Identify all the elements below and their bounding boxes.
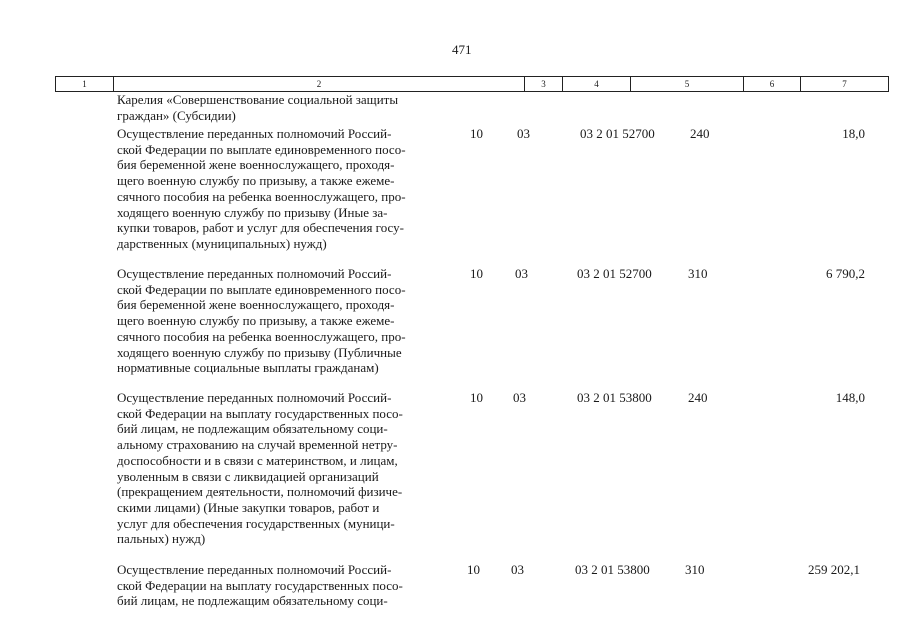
description-line: скими лицами) (Иные закупки товаров, работ и bbox=[117, 499, 380, 515]
description-line: Осуществление переданных полномочий Россий- bbox=[117, 126, 392, 141]
description-line: граждан» (Субсидии) bbox=[117, 107, 236, 123]
description-line: купки товаров, работ и услуг для обеспечения госу- bbox=[117, 220, 404, 236]
header-col-4: 4 bbox=[563, 77, 631, 91]
description-line: ской Федерации на выплату государственных посо- bbox=[117, 577, 403, 593]
row-description bbox=[117, 126, 462, 252]
row-description bbox=[117, 266, 462, 376]
amount: 6 790,2 bbox=[826, 266, 865, 281]
description-line: ходящего военную службу по призыву (Иные за- bbox=[117, 204, 388, 220]
row-description bbox=[117, 562, 462, 609]
header-col-3: 3 bbox=[525, 77, 563, 91]
target-article-code: 03 2 01 52700 bbox=[577, 266, 652, 281]
amount: 18,0 bbox=[842, 126, 865, 141]
row-description bbox=[117, 390, 462, 547]
amount: 259 202,1 bbox=[808, 562, 860, 577]
section-code: 10 bbox=[470, 390, 483, 405]
subsection-code: 03 bbox=[517, 126, 530, 141]
section-code: 10 bbox=[467, 562, 480, 577]
description-line: дарственных (муниципальных) нужд) bbox=[117, 235, 327, 251]
description-line: бия беременной жене военнослужащего, проходя- bbox=[117, 157, 395, 173]
description-line: нормативные социальные выплаты гражданам) bbox=[117, 360, 379, 376]
description-line: ской Федерации на выплату государственных посо- bbox=[117, 405, 403, 421]
header-col-2: 2 bbox=[114, 77, 525, 91]
description-line: ской Федерации по выплате единовременного посо- bbox=[117, 281, 406, 297]
header-col-7: 7 bbox=[842, 79, 847, 89]
description-line: ходящего военную службу по призыву (Публичные bbox=[117, 344, 402, 360]
description-line: Осуществление переданных полномочий Россий- bbox=[117, 390, 392, 405]
description-line: уволенным в связи с ликвидацией организаций bbox=[117, 468, 379, 484]
header-col-6: 6 bbox=[744, 77, 801, 91]
description-line: сячного пособия на ребенка военнослужащего, про- bbox=[117, 328, 406, 344]
subsection-code: 03 bbox=[513, 390, 526, 405]
page-number: 471 bbox=[452, 42, 472, 57]
subsection-code: 03 bbox=[511, 562, 524, 577]
description-line: сячного пособия на ребенка военнослужащего, про- bbox=[117, 188, 406, 204]
description-line: ской Федерации по выплате единовременного посо- bbox=[117, 141, 406, 157]
description-line: щего военную службу по призыву, а также ежеме- bbox=[117, 173, 395, 189]
expense-type-code: 310 bbox=[685, 562, 705, 577]
description-line: бий лицам, не подлежащим обязательному соци- bbox=[117, 421, 388, 437]
description-line: Осуществление переданных полномочий Россий- bbox=[117, 562, 392, 577]
header-col-5: 5 bbox=[631, 77, 744, 91]
target-article-code: 03 2 01 53800 bbox=[575, 562, 650, 577]
table-header-row bbox=[55, 76, 889, 92]
description-line: щего военную службу по призыву, а также ежеме- bbox=[117, 313, 395, 329]
subsection-code: 03 bbox=[515, 266, 528, 281]
header-col-1: 1 bbox=[56, 77, 114, 91]
expense-type-code: 240 bbox=[688, 390, 708, 405]
expense-type-code: 310 bbox=[688, 266, 708, 281]
description-line: Осуществление переданных полномочий Россий- bbox=[117, 266, 392, 281]
description-line: услуг для обеспечения государственных (муници- bbox=[117, 515, 395, 531]
target-article-code: 03 2 01 53800 bbox=[577, 390, 652, 405]
description-line: бия беременной жене военнослужащего, проходя- bbox=[117, 297, 395, 313]
description-line: (прекращением деятельности, полномочий физиче- bbox=[117, 484, 403, 500]
expense-type-code: 240 bbox=[690, 126, 710, 141]
row-description bbox=[117, 92, 462, 123]
description-line: Карелия «Совершенствование социальной защиты bbox=[117, 92, 399, 107]
section-code: 10 bbox=[470, 126, 483, 141]
amount: 148,0 bbox=[835, 390, 865, 405]
description-line: бий лицам, не подлежащим обязательному соци- bbox=[117, 593, 388, 609]
description-line: пальных) нужд) bbox=[117, 531, 206, 547]
target-article-code: 03 2 01 52700 bbox=[580, 126, 655, 141]
description-line: доспособности и в связи с материнством, и лицам, bbox=[117, 452, 398, 468]
description-line: альному страхованию на случай временной нетру- bbox=[117, 437, 398, 453]
section-code: 10 bbox=[470, 266, 483, 281]
